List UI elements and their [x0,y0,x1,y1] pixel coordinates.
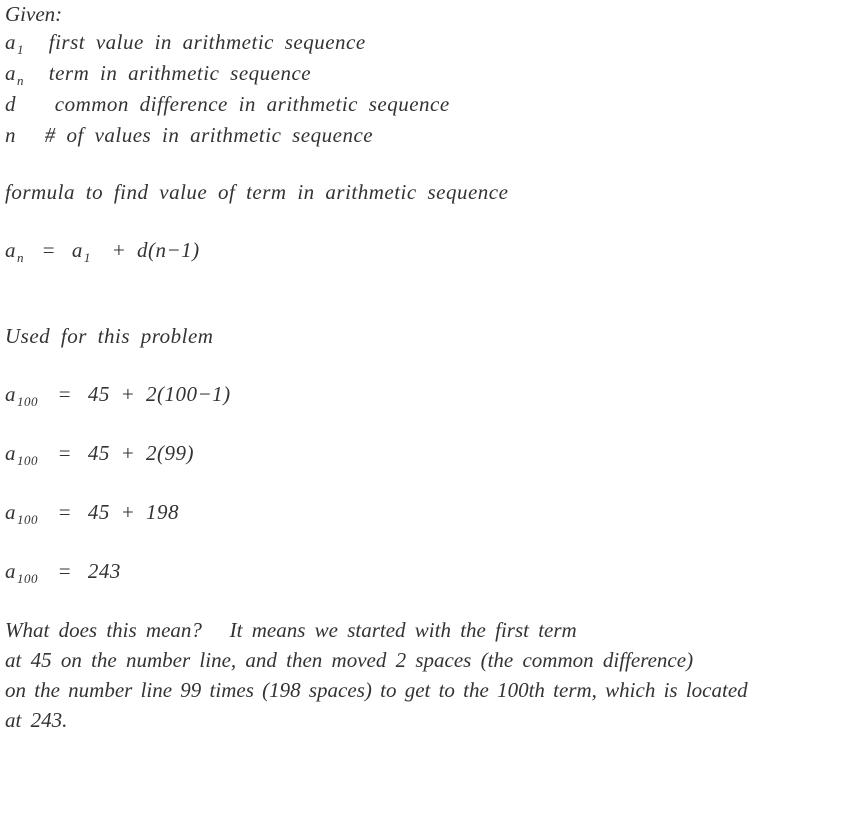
step-line [5,559,121,586]
definition-n [5,123,373,147]
definition-text: term in arithmetic sequence [48,61,312,85]
formula-rhs-a: a [71,238,83,262]
explanation-line: at 45 on the number line, and then moved 2 spaces (the common difference) [5,648,694,672]
equals-sign: = [42,238,56,262]
formula-rhs-subscript: 1 [83,250,91,265]
definition-text: # of values in arithmetic sequence [44,123,374,147]
step-line [5,382,231,409]
step-rhs: 45 + 198 [87,500,180,524]
definition-an [5,61,311,88]
symbol: a [5,61,16,85]
step-subscript: 100 [17,512,38,527]
formula-lhs: a [5,238,16,262]
formula-heading: formula to find value of term in arithmetic sequence [5,180,509,204]
step-lhs: a [5,382,16,406]
symbol: n [5,123,16,147]
step-lhs: a [5,441,16,465]
step-rhs: 45 + 2(99) [87,441,195,465]
step-rhs: 45 + 2(100−1) [87,382,231,406]
symbol: d [5,92,16,116]
explanation-line: at 243. [5,708,68,732]
symbol: a [5,30,16,54]
subscript: n [17,73,24,88]
step-line [5,441,194,468]
used-heading: Used for this problem [5,324,214,348]
equals-sign: = [58,441,72,465]
equals-sign: = [58,559,72,583]
definition-d [5,92,450,116]
given-heading: Given: [5,2,63,26]
equals-sign: = [58,500,72,524]
step-lhs: a [5,559,16,583]
step-lhs: a [5,500,16,524]
formula-rhs-rest: + d(n−1) [111,238,200,262]
definition-text: first value in arithmetic sequence [48,30,366,54]
step-line [5,500,179,527]
step-rhs: 243 [87,559,121,583]
step-subscript: 100 [17,453,38,468]
definition-a1 [5,30,366,57]
step-subscript: 100 [17,394,38,409]
explanation-line: What does this mean? It means we started with the first term [5,618,577,642]
definition-text: common difference in arithmetic sequence [54,92,450,116]
equals-sign: = [58,382,72,406]
formula-lhs-subscript: n [17,250,24,265]
subscript: 1 [17,42,24,57]
formula-line [5,238,200,265]
step-subscript: 100 [17,571,38,586]
explanation-line: on the number line 99 times (198 spaces) to get to the 100th term, which is located [5,678,748,702]
